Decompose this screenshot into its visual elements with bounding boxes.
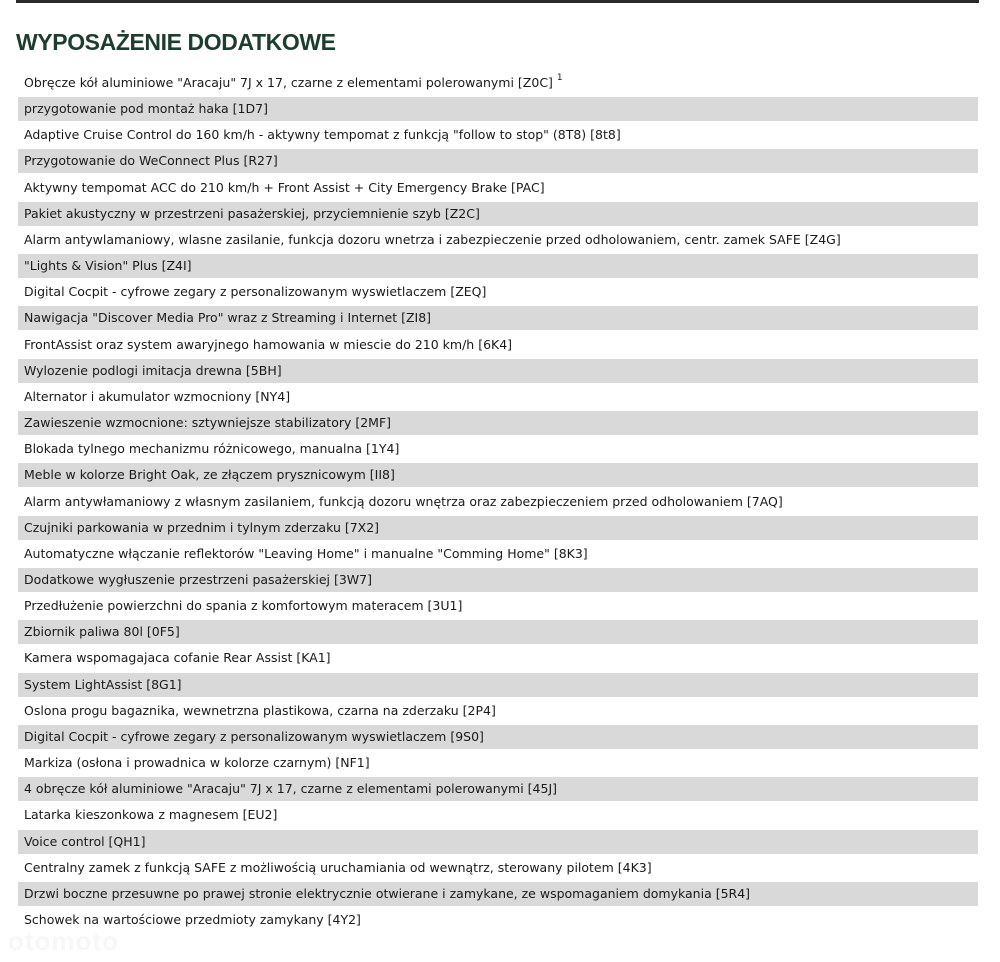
equipment-item [18, 725, 978, 749]
equipment-item-label: Obręcze kół aluminiowe "Aracaju" 7J x 17, czarne z elementami polerowanymi [Z0C] [24, 75, 553, 90]
equipment-item [18, 149, 978, 173]
equipment-item [18, 542, 978, 566]
equipment-item [18, 437, 978, 461]
equipment-item [18, 751, 978, 775]
equipment-item-label: Oslona progu bagaznika, wewnetrzna plastikowa, czarna na zderzaku [2P4] [24, 702, 496, 718]
equipment-item [18, 333, 978, 357]
equipment-item [18, 385, 978, 409]
top-image-edge [16, 0, 979, 3]
equipment-item-label: Pakiet akustyczny w przestrzeni pasażerskiej, przyciemnienie szyb [Z2C] [24, 205, 480, 221]
equipment-item [18, 463, 978, 487]
equipment-item-label: Latarka kieszonkowa z magnesem [EU2] [24, 807, 278, 823]
equipment-item [18, 620, 978, 644]
equipment-item-label: Meble w kolorze Bright Oak, ze złączem prysznicowym [II8] [24, 467, 395, 483]
equipment-item-label: FrontAssist oraz system awaryjnego hamowania w miescie do 210 km/h [6K4] [24, 336, 513, 352]
equipment-item [18, 306, 978, 330]
equipment-item-label: Dodatkowe wygłuszenie przestrzeni pasażerskiej [3W7] [24, 571, 372, 587]
equipment-item [18, 673, 978, 697]
equipment-item-label: Nawigacja "Discover Media Pro" wraz z Streaming i Internet [ZI8] [24, 310, 432, 326]
equipment-item [18, 176, 978, 200]
equipment-item [18, 71, 978, 95]
equipment-item-label: Kamera wspomagajaca cofanie Rear Assist [KA1] [24, 650, 331, 666]
equipment-list [18, 71, 978, 934]
equipment-item-label: Centralny zamek z funkcją SAFE z możliwością uruchamiania od wewnątrz, sterowany pilotem [4K3] [24, 859, 652, 875]
equipment-item-label: Drzwi boczne przesuwne po prawej stronie elektrycznie otwierane i zamykane, ze wspomaganiem domykania [5R4] [24, 885, 751, 901]
equipment-item [18, 516, 978, 540]
equipment-item-label: 4 obręcze kół aluminiowe "Aracaju" 7J x 17, czarne z elementami polerowanymi [45J] [24, 781, 558, 797]
equipment-item [18, 777, 978, 801]
equipment-item [18, 202, 978, 226]
equipment-item-label: Alternator i akumulator wzmocniony [NY4] [24, 388, 291, 404]
equipment-item-label: Czujniki parkowania w przednim i tylnym zderzaku [7X2] [24, 519, 380, 535]
equipment-item-label: Zbiornik paliwa 80l [0F5] [24, 624, 180, 640]
equipment-item-label: "Lights & Vision" Plus [Z4I] [24, 258, 192, 274]
equipment-item-label: Alarm antywłamaniowy z własnym zasilaniem, funkcją dozoru wnętrza oraz zabezpieczeniem przed odholowaniem [7AQ] [24, 493, 783, 509]
equipment-item-label: Zawieszenie wzmocnione: sztywniejsze stabilizatory [2MF] [24, 415, 392, 431]
equipment-item-label: Adaptive Cruise Control do 160 km/h - aktywny tempomat z funkcją "follow to stop" (8T8) [8t8] [24, 127, 621, 143]
footnote-marker: 1 [556, 73, 563, 83]
equipment-item [18, 699, 978, 723]
equipment-item-label: Digital Cocpit - cyfrowe zegary z personalizowanym wyswietlaczem [ZEQ] [24, 284, 487, 300]
equipment-item-label: Automatyczne włączanie reflektorów "Leaving Home" i manualne "Comming Home" [8K3] [24, 545, 588, 561]
section-title: WYPOSAŻENIE DODATKOWE [16, 29, 336, 55]
equipment-item [18, 568, 978, 592]
equipment-item-label: Aktywny tempomat ACC do 210 km/h + Front Assist + City Emergency Brake [PAC] [24, 179, 545, 195]
equipment-item-label: Markiza (osłona i prowadnica w kolorze czarnym) [NF1] [24, 755, 370, 771]
equipment-item [18, 228, 978, 252]
equipment-item [18, 830, 978, 854]
equipment-item-label: Schowek na wartościowe przedmioty zamykany [4Y2] [24, 912, 361, 927]
equipment-item-label: przygotowanie pod montaż haka [1D7] [24, 101, 268, 117]
equipment-item [18, 123, 978, 147]
equipment-item-label: Przygotowanie do WeConnect Plus [R27] [24, 153, 278, 169]
equipment-item-label: Alarm antywlamaniowy, wlasne zasilanie, funkcja dozoru wnetrza i zabezpieczenie przed odholowaniem, centr. zamek SAFE [Z4G] [24, 231, 841, 247]
watermark-logo: otomoto [8, 926, 119, 956]
equipment-item [18, 646, 978, 670]
equipment-item-label: Voice control [QH1] [24, 833, 146, 849]
equipment-item [18, 594, 978, 618]
equipment-item [18, 254, 978, 278]
equipment-item-label: System LightAssist [8G1] [24, 676, 182, 692]
equipment-item [18, 856, 978, 880]
equipment-item-label: Digital Cocpit - cyfrowe zegary z personalizowanym wyswietlaczem [9S0] [24, 728, 484, 744]
equipment-item [18, 359, 978, 383]
equipment-item [18, 803, 978, 827]
equipment-item [18, 908, 978, 932]
equipment-item [18, 280, 978, 304]
equipment-item [18, 97, 978, 121]
equipment-item-label: Wylozenie podlogi imitacja drewna [5BH] [24, 362, 282, 378]
equipment-item-label: Przedłużenie powierzchni do spania z komfortowym materacem [3U1] [24, 598, 463, 614]
equipment-item-label: Blokada tylnego mechanizmu różnicowego, manualna [1Y4] [24, 441, 400, 457]
equipment-item [18, 882, 978, 906]
equipment-item [18, 411, 978, 435]
equipment-item [18, 490, 978, 514]
